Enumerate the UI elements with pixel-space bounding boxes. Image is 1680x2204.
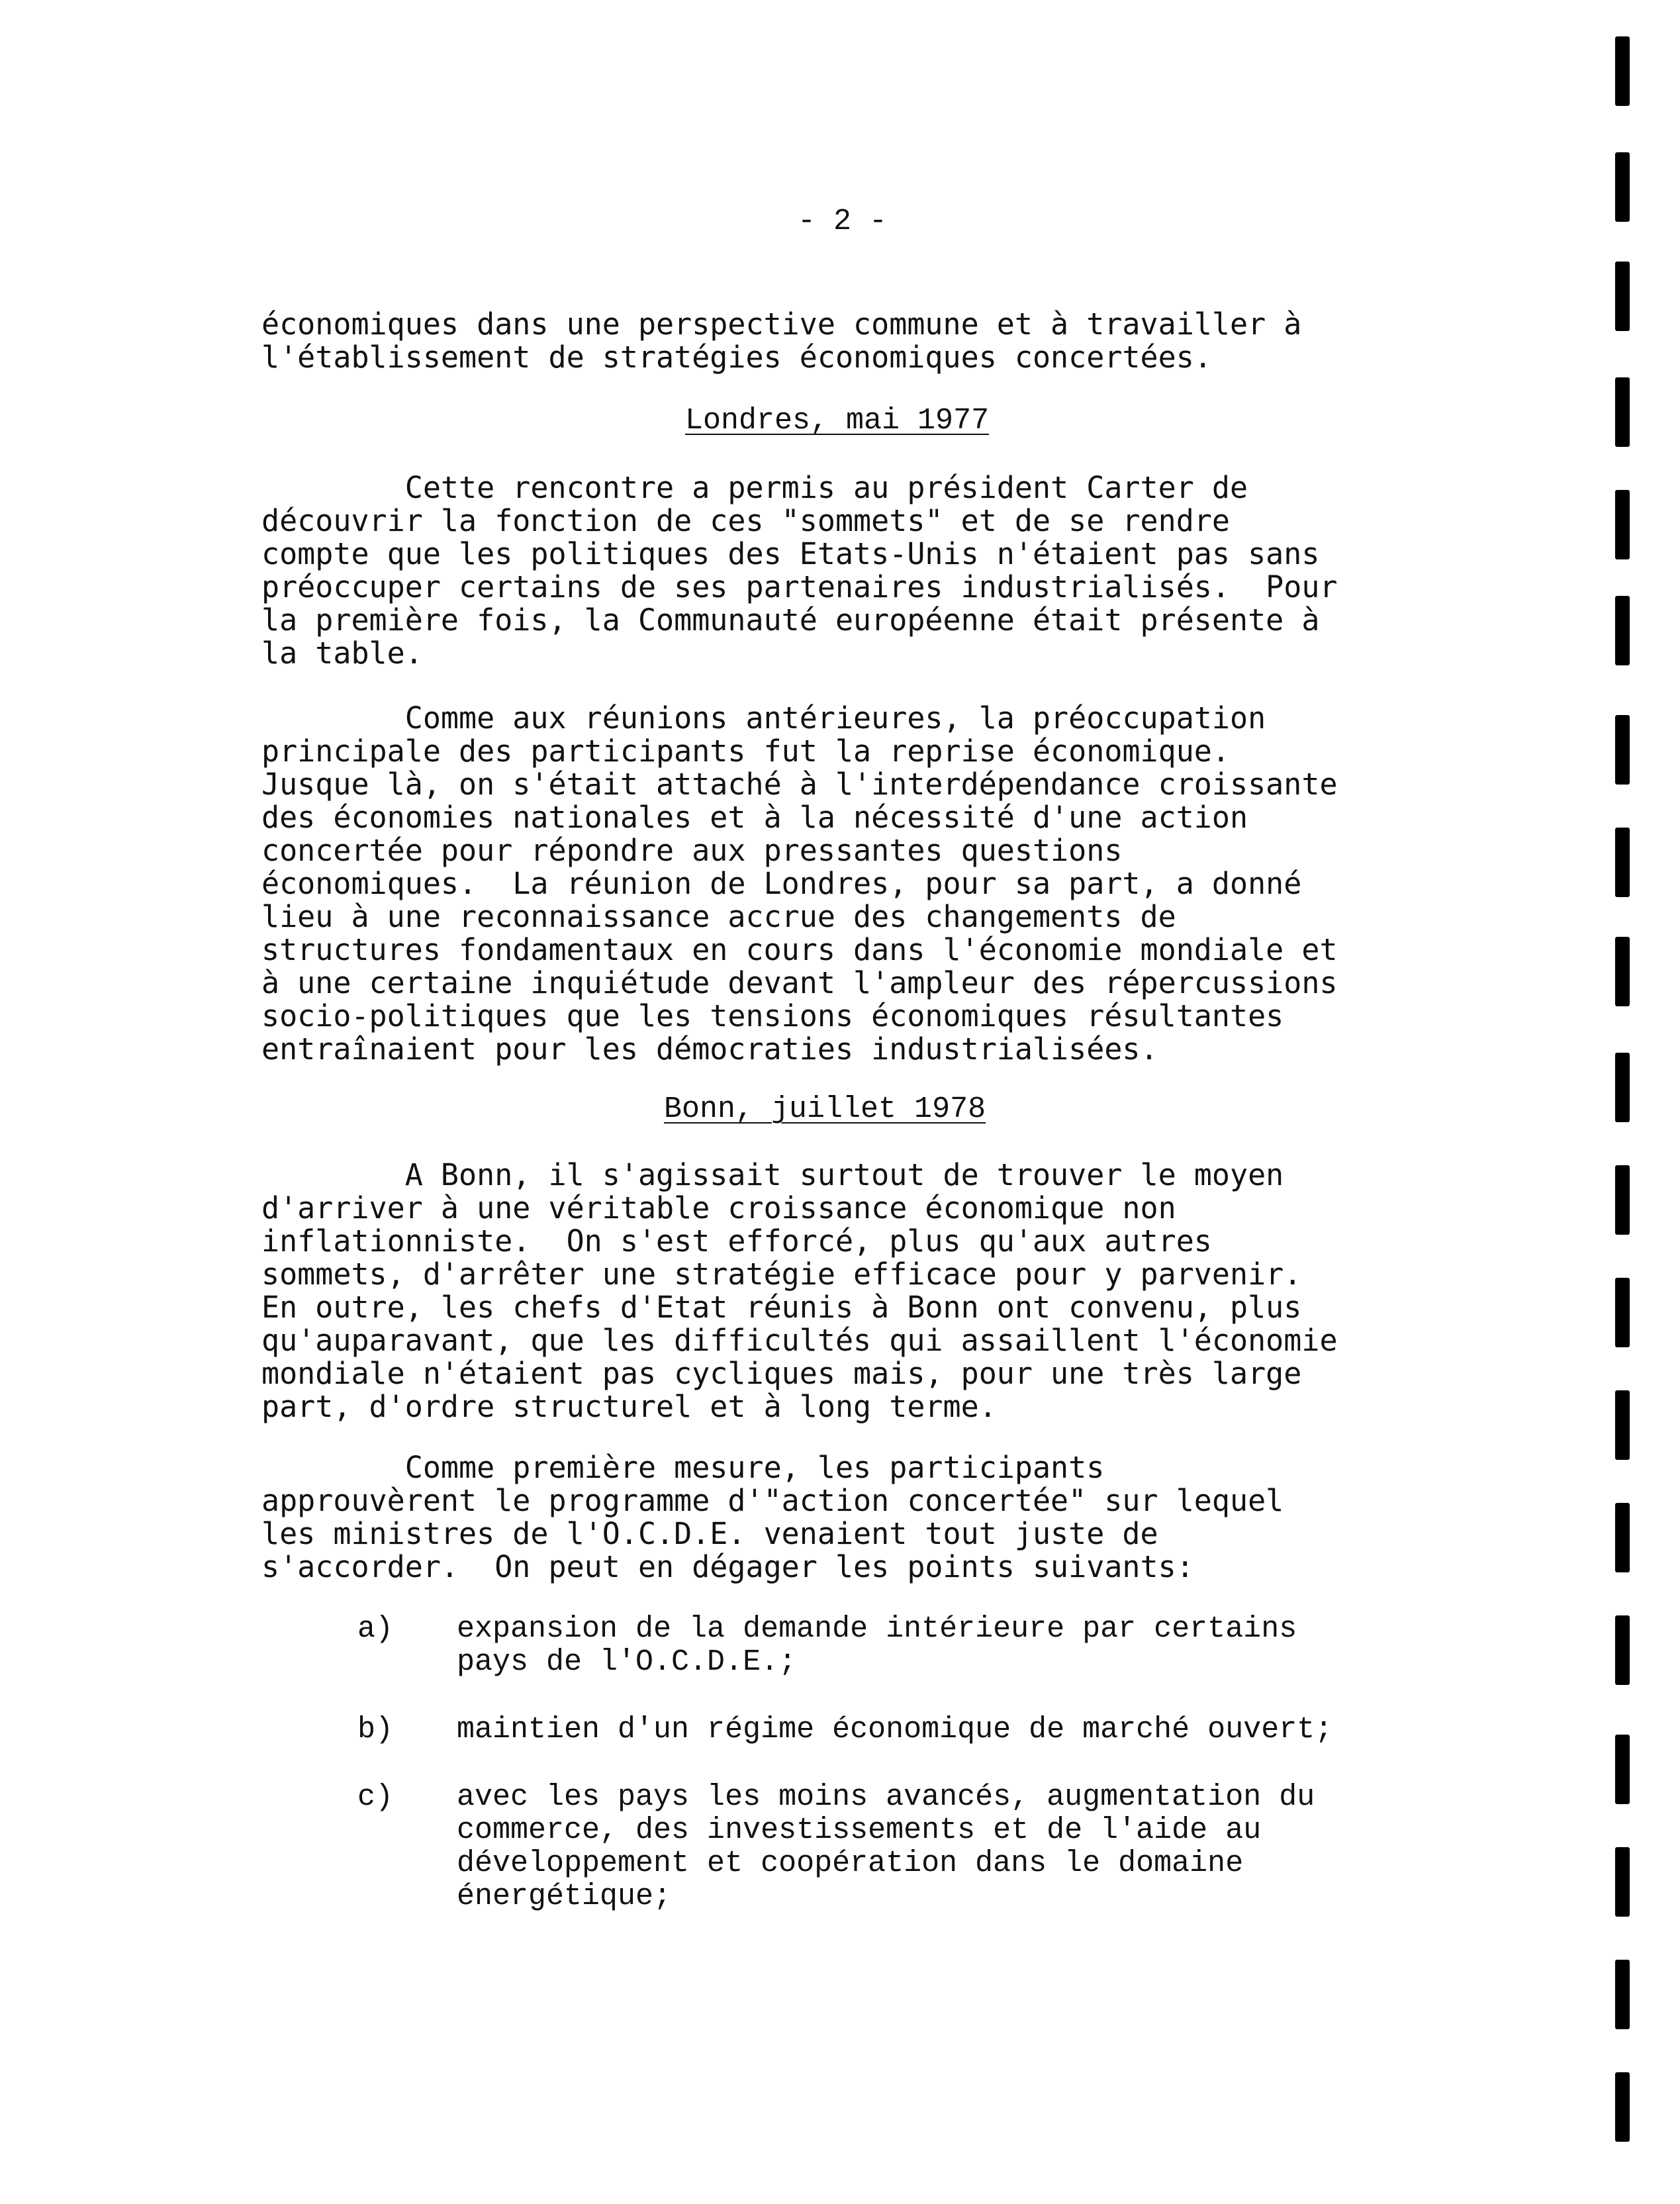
paragraph-londres-1: Cette rencontre a permis au président Carter de découvrir la fonction de ces "sommets" et de se rendre compte que les politiques des Etats-Unis n'étaient pas sans préoccuper certains de ses partenaires industrialisés. Pour la première fois, la Communauté européenne était présente à la table.: [261, 470, 1338, 671]
section-heading-londres: Londres, mai 1977: [685, 404, 990, 438]
binding-mark: [1615, 1278, 1630, 1347]
page-number: - 2 -: [798, 205, 888, 238]
intro-paragraph: économiques dans une perspective commune et à travailler à l'établissement de stratégies économiques concertées.: [261, 307, 1302, 375]
paragraph-bonn-1: A Bonn, il s'agissait surtout de trouver le moyen d'arriver à une véritable croissance économique non inflationniste. On s'est efforcé, plus qu'aux autres sommets, d'arrêter une stratégie efficace pour y parvenir. En outre, les chefs d'Etat réunis à Bonn ont convenu, plus qu'auparavant, que les difficultés qui assaillent l'économie mondiale n'étaient pas cycliques mais, pour une très large part, d'ordre structurel et à long terme.: [261, 1157, 1338, 1424]
paragraph-londres-2: Comme aux réunions antérieures, la préoccupation principale des participants fut la reprise économique. Jusque là, on s'était attaché à l'interdépendance croissante des économies nationales et à la nécessité d'une action concertée pour répondre aux pressantes questions économiques. La réunion de Londres, pour sa part, a donné lieu à une reconnaissance accrue des changements de structures fondamentaux en cours dans l'économie mondiale et à une certaine inquiétude devant l'ampleur des répercussions socio-politiques que les tensions économiques résultantes entraînaient pour les démocraties industrialisées.: [261, 700, 1338, 1067]
binding-mark: [1615, 1390, 1630, 1460]
binding-mark: [1615, 1960, 1630, 2029]
binding-mark: [1615, 2072, 1630, 2142]
binding-mark: [1615, 828, 1630, 897]
binding-mark: [1615, 1735, 1630, 1804]
binding-mark: [1615, 937, 1630, 1006]
binding-mark: [1615, 377, 1630, 447]
binding-mark: [1615, 715, 1630, 785]
binding-mark: [1615, 1503, 1630, 1572]
binding-mark: [1615, 262, 1630, 331]
paragraph-bonn-2: Comme première mesure, les participants approuvèrent le programme d'"action concertée" sur lequel les ministres de l'O.C.D.E. venaient tout juste de s'accorder. On peut en dégager les points suivants:: [261, 1450, 1284, 1584]
binding-mark: [1615, 1165, 1630, 1235]
binding-hole-strip: [1615, 0, 1642, 2204]
section-heading-bonn: Bonn, juillet 1978: [664, 1092, 986, 1126]
list-item-text: maintien d'un régime économique de marché ouvert;: [457, 1713, 1333, 1747]
binding-mark: [1615, 152, 1630, 222]
binding-mark: [1615, 36, 1630, 106]
list-item-text: expansion de la demande intérieure par certains pays de l'O.C.D.E.;: [457, 1612, 1297, 1679]
list-marker: a): [357, 1612, 394, 1646]
list-item-text: avec les pays les moins avancés, augmentation du commerce, des investissements et de l'aide au développement et coopération dans le domaine énergétique;: [457, 1780, 1315, 1913]
binding-mark: [1615, 596, 1630, 665]
binding-mark: [1615, 490, 1630, 559]
list-marker: c): [357, 1780, 394, 1814]
binding-mark: [1615, 1615, 1630, 1685]
binding-mark: [1615, 1053, 1630, 1122]
binding-mark: [1615, 1847, 1630, 1917]
list-marker: b): [357, 1713, 394, 1747]
